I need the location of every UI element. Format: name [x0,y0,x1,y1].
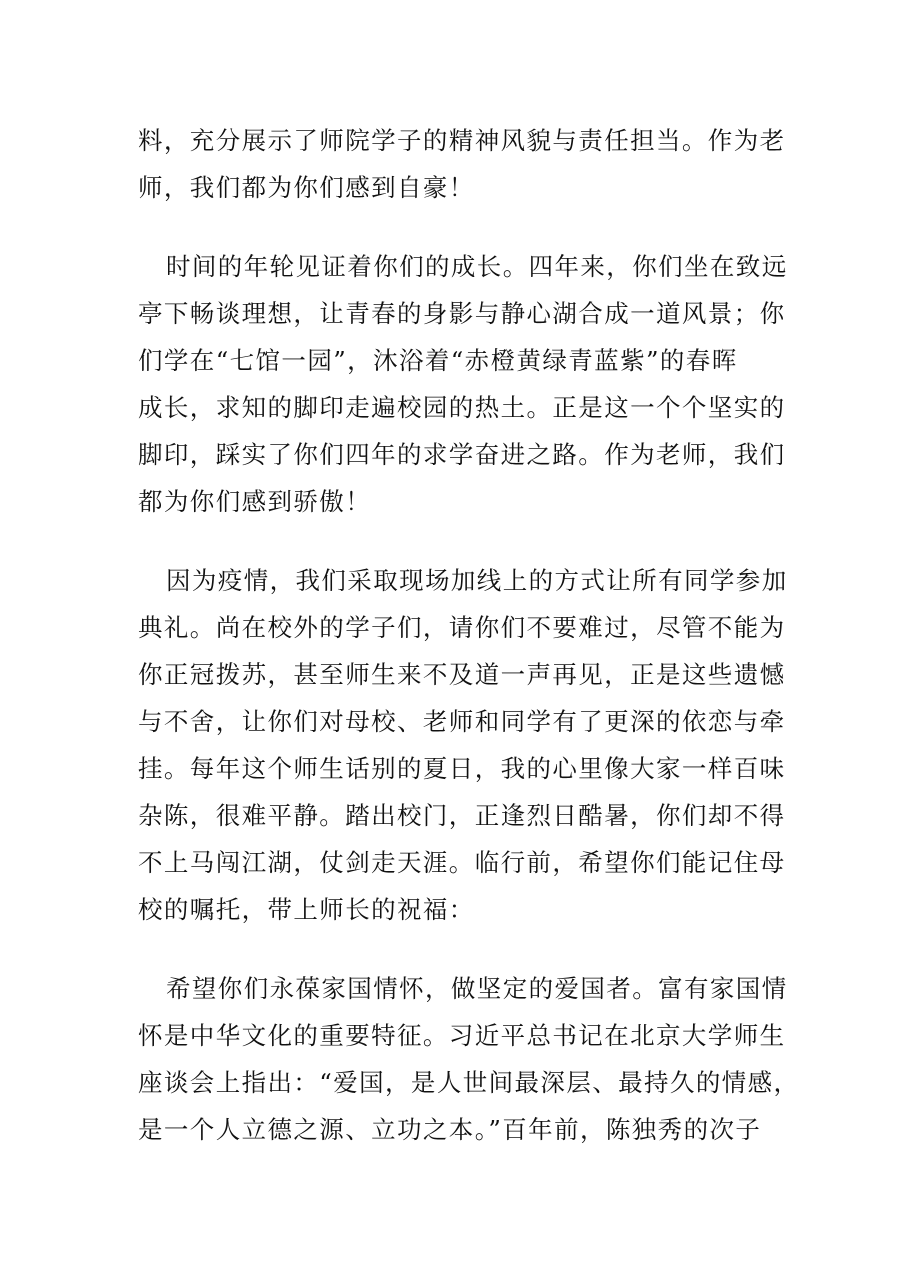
paragraph-line: 挂。每年这个师生话别的夏日，我的心里像大家一样百味 [138,754,786,783]
paragraph-1 [138,117,786,211]
paragraph-line: 成长，求知的脚印走遍校园的热土。正是这一个个坚实的 [138,393,786,422]
document-body [138,117,800,1185]
paragraph-line: 与不舍，让你们对母校、老师和同学有了更深的依恋与牵 [138,707,786,736]
paragraph-3 [138,557,788,933]
paragraph-line: 杂陈，很难平静。踏出校门，正逢烈日酷暑，你们却不得 [138,801,786,830]
paragraph-line: 怀是中华文化的重要特征。习近平总书记在北京大学师生 [138,1021,786,1050]
paragraph-line: 因为疫情，我们采取现场加线上的方式让所有同学参加 [166,566,788,595]
paragraph-line: 希望你们永葆家国情怀，做坚定的爱国者。富有家国情 [166,974,788,1003]
paragraph-line: 时间的年轮见证着你们的成长。四年来，你们坐在致远 [166,252,788,281]
paragraph-line: 不上马闯江湖，仗剑走天涯。临行前，希望你们能记住母 [138,848,786,877]
paragraph-line: 亭下畅谈理想，让青春的身影与静心湖合成一道风景；你 [138,299,786,328]
paragraph-line: 是一个人立德之源、立功之本。”百年前，陈独秀的次子 [138,1115,762,1144]
paragraph-line: 典礼。尚在校外的学子们，请你们不要难过，尽管不能为 [138,613,786,642]
paragraph-2 [138,243,788,525]
paragraph-4 [138,965,800,1153]
paragraph-line: 你正冠拨苏，甚至师生来不及道一声再见，正是这些遗憾 [138,660,786,689]
paragraph-line: 都为你们感到骄傲！ [138,487,372,516]
paragraph-line: 校的嘱托，带上师长的祝福： [138,895,475,924]
paragraph-line: 们学在“七馆一园”，沐浴着“赤橙黄绿青蓝紫”的春晖 [138,346,738,375]
paragraph-line: 师，我们都为你们感到自豪！ [138,173,475,202]
paragraph-line: 脚印，踩实了你们四年的求学奋进之路。作为老师，我们 [138,440,786,469]
paragraph-line: 料，充分展示了师院学子的精神风貌与责任担当。作为老 [138,126,786,155]
paragraph-line: 座谈会上指出：“爱国，是人世间最深层、最持久的情感， [138,1068,800,1097]
